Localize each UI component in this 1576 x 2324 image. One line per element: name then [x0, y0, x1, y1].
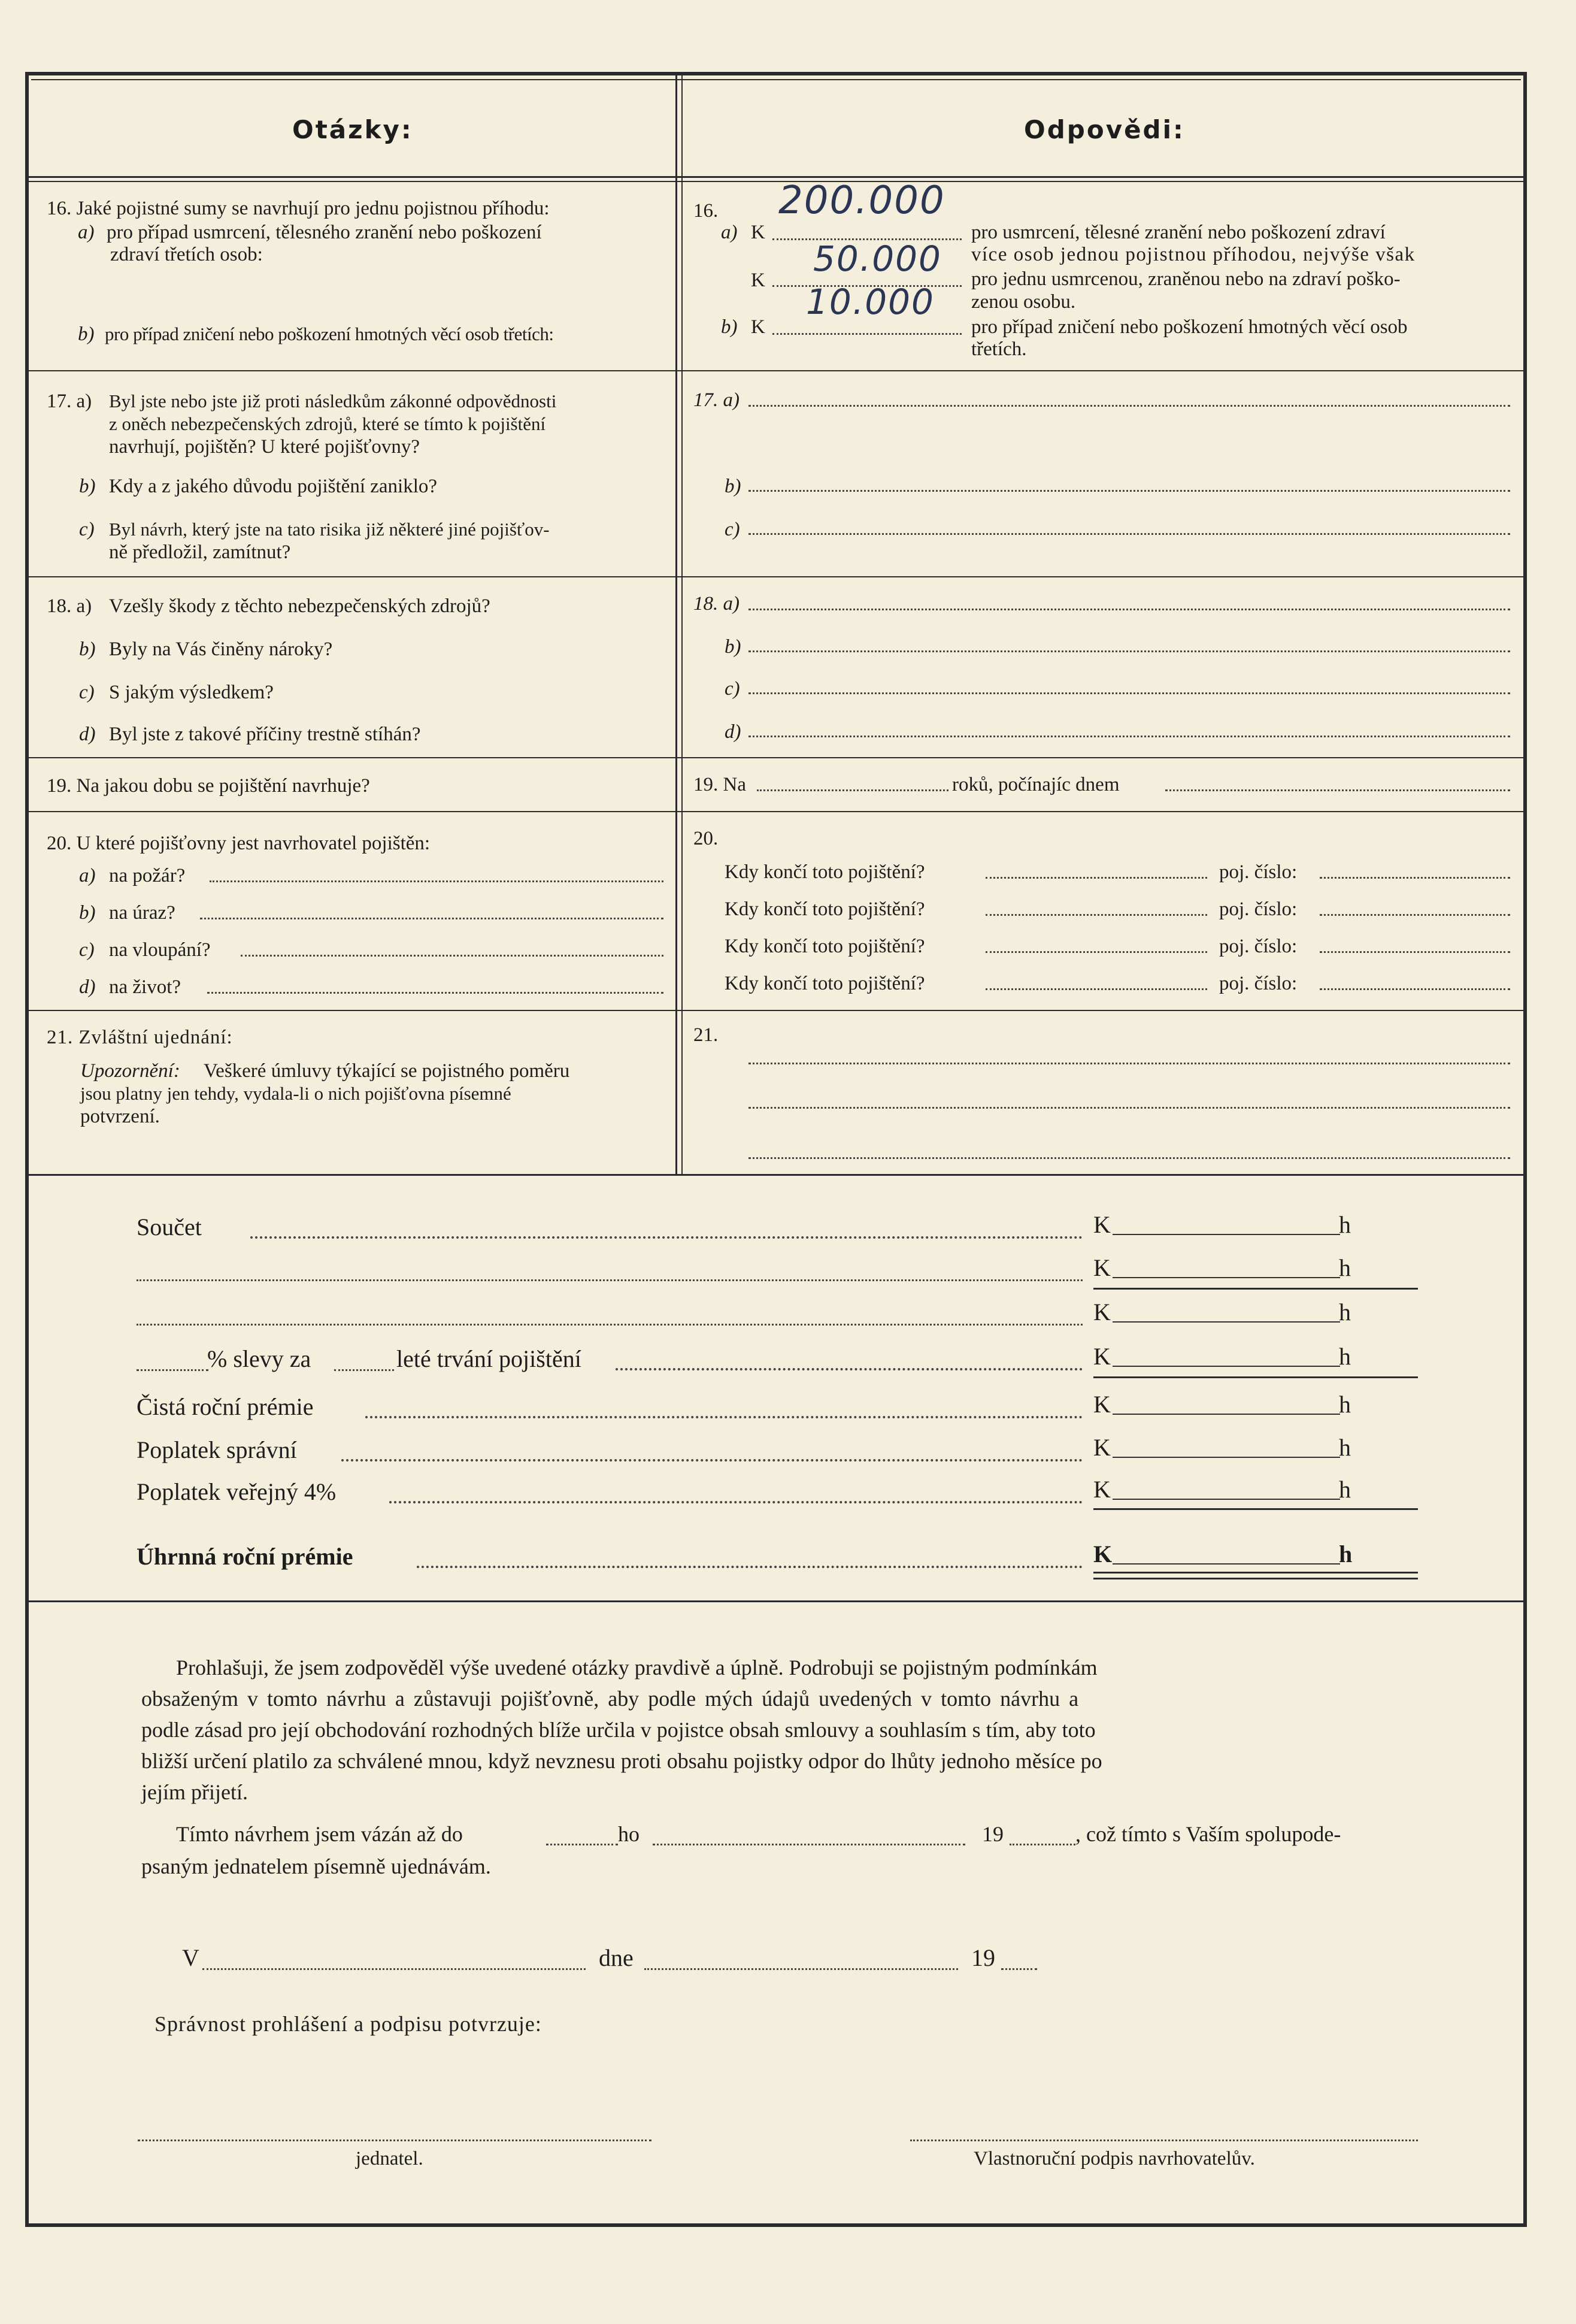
totals-total-premium-h: h: [1339, 1541, 1353, 1568]
q17-a-line-2: z oněch nebezpečenských zdrojů, které se tímto k pojištění: [109, 413, 546, 434]
q21-answer-field-2[interactable]: [748, 1107, 1510, 1109]
row-separator-19: [29, 811, 1523, 812]
row-separator-18: [29, 757, 1523, 758]
q17-c-marker: c): [79, 519, 95, 540]
totals-final-rule-2: [1093, 1578, 1418, 1579]
totals-discount-years-field[interactable]: [334, 1369, 394, 1371]
row-separator-20: [29, 1010, 1523, 1011]
q20-a-text: na požár?: [109, 865, 186, 886]
q20-answer-policy-4: poj. číslo:: [1219, 973, 1298, 994]
totals-row3-k: K: [1093, 1299, 1111, 1326]
q18-c-marker: c): [79, 682, 95, 703]
q16-answer-a-line-3: pro jednu usmrcenou, zraněnou nebo na zdraví poško-: [971, 268, 1401, 290]
totals-total-premium-k: K: [1093, 1541, 1113, 1568]
q20-answer-policy-field-2[interactable]: [1320, 914, 1510, 916]
q19-answer-suffix: roků, počínajíc dnem: [952, 774, 1120, 795]
q20-answer-when-field-2[interactable]: [986, 914, 1207, 916]
q20-answer-when-field-4[interactable]: [986, 988, 1207, 990]
q17-c-line-2: ně předložil, zamítnut?: [109, 541, 291, 563]
q20-answer-policy-field-4[interactable]: [1320, 988, 1510, 990]
q17-answer-c-label: c): [725, 519, 740, 540]
q17-answer-a-field[interactable]: [748, 405, 1510, 407]
totals-discount-h: h: [1339, 1343, 1351, 1370]
q20-answer-policy-1: poj. číslo:: [1219, 861, 1298, 883]
totals-sum-label: Součet: [137, 1214, 202, 1240]
totals-discount-percent-field[interactable]: [137, 1369, 208, 1371]
place-field[interactable]: [202, 1968, 586, 1970]
q18-answer-a-field[interactable]: [748, 609, 1510, 610]
totals-admin-fee-k-field[interactable]: [1113, 1457, 1340, 1458]
q18-answer-b-label: b): [725, 636, 741, 658]
q18-d-text: Byl jste z takové příčiny trestně stíhán?: [109, 724, 421, 745]
totals-public-fee-k-field[interactable]: [1113, 1499, 1340, 1500]
q21-note-label: Upozornění:: [80, 1060, 180, 1082]
confirmation-label: Správnost prohlášení a podpisu potvrzuje:: [154, 2012, 542, 2036]
q16-answer-a-line-1: pro usmrcení, tělesné zranění nebo poškození zdraví: [971, 222, 1386, 243]
applicant-signature-field[interactable]: [910, 2140, 1418, 2141]
q21-note-line-1: Veškeré úmluvy týkající se pojistného poměru: [204, 1060, 570, 1082]
totals-public-fee-label: Poplatek veřejný 4%: [137, 1478, 337, 1505]
q20-question: 20. U které pojišťovny jest navrhovatel pojištěn:: [47, 833, 431, 854]
q18-a-marker: 18. a): [47, 595, 92, 617]
q18-answer-d-label: d): [725, 721, 741, 743]
q21-answer-field-1[interactable]: [748, 1063, 1510, 1064]
frame-inner-top: [31, 79, 1521, 80]
totals-row2-k-field[interactable]: [1113, 1277, 1340, 1278]
q17-a-marker: 17. a): [47, 391, 92, 412]
q17-c-line-1: Byl návrh, který jste na tato risika již některé jiné pojišťov-: [109, 519, 550, 540]
totals-net-premium-k-field[interactable]: [1113, 1414, 1340, 1415]
q16-answer-b-line-1: pro případ zničení nebo poškození hmotných věcí osob: [971, 316, 1408, 338]
totals-net-premium-label: Čistá roční prémie: [137, 1393, 314, 1420]
totals-discount-k-field[interactable]: [1113, 1366, 1340, 1367]
q16-b-marker: b): [78, 323, 95, 345]
q16-answer-a-marker: a): [721, 222, 738, 243]
declaration-line-5: jejím přijetí.: [141, 1780, 248, 1804]
totals-total-premium-k-field[interactable]: [1113, 1563, 1340, 1565]
q17-a-line-1: Byl jste nebo jste již proti následkům zákonné odpovědnosti: [109, 391, 557, 411]
totals-public-fee-leader: [389, 1501, 1083, 1503]
q17-b-text: Kdy a z jakého důvodu pojištění zaniklo?: [109, 476, 438, 497]
q16-answer-number: 16.: [693, 200, 719, 222]
totals-admin-fee-label: Poplatek správní: [137, 1436, 297, 1463]
q20-d-text: na život?: [109, 976, 181, 998]
q21-answer-number: 21.: [693, 1024, 719, 1046]
q17-answer-b-field[interactable]: [748, 490, 1510, 492]
q19-answer-prefix: 19. Na: [693, 774, 746, 795]
q20-a-marker: a): [79, 865, 96, 886]
totals-total-premium-leader: [417, 1566, 1083, 1568]
q20-c-field[interactable]: [241, 955, 663, 957]
header-rule: [29, 176, 1523, 178]
q17-answer-c-field[interactable]: [748, 533, 1510, 535]
q16-a-marker: a): [78, 222, 95, 243]
totals-total-premium-label: Úhrnná roční prémie: [137, 1543, 353, 1570]
q16-currency-2: K: [751, 270, 765, 291]
q16-handwritten-amount-3: 10.000: [806, 282, 935, 322]
q17-answer-a-label: 17. a): [693, 389, 739, 411]
q16-a-text-1: pro případ usmrcení, tělesného zranění nebo poškození: [107, 222, 542, 243]
q20-d-marker: d): [79, 976, 96, 998]
totals-discount-k: K: [1093, 1343, 1111, 1370]
date-year-field[interactable]: [1001, 1968, 1037, 1970]
totals-discount-leader: [616, 1368, 1083, 1370]
q19-start-date-field[interactable]: [1165, 789, 1510, 791]
q16-handwritten-amount-2: 50.000: [813, 238, 942, 279]
totals-sum-h: h: [1339, 1211, 1351, 1238]
q20-answer-when-2: Kdy končí toto pojištění?: [725, 898, 925, 920]
row-separator-16: [29, 370, 1523, 371]
q19-question: 19. Na jakou dobu se pojištění navrhuje?: [47, 775, 370, 797]
q18-a-text: Vzešly škody z těchto nebezpečenských zdrojů?: [109, 595, 490, 617]
q20-answer-when-3: Kdy končí toto pojištění?: [725, 936, 925, 957]
q17-b-marker: b): [79, 476, 96, 497]
section-separator-declaration: [29, 1600, 1523, 1602]
totals-public-fee-k: K: [1093, 1476, 1111, 1503]
binding-day-field[interactable]: [546, 1844, 618, 1845]
q20-b-text: na úraz?: [109, 902, 175, 924]
q17-answer-b-label: b): [725, 476, 741, 497]
totals-row2-h: h: [1339, 1254, 1351, 1281]
place-label: V: [182, 1944, 199, 1971]
q18-c-text: S jakým výsledkem?: [109, 682, 274, 703]
q18-b-text: Byly na Vás činěny nároky?: [109, 639, 333, 660]
q19-years-field[interactable]: [757, 789, 948, 791]
q18-answer-c-label: c): [725, 678, 740, 700]
q16-question: 16. Jaké pojistné sumy se navrhují pro jednu pojistnou příhodu:: [47, 198, 550, 219]
date-label: dne: [599, 1944, 634, 1971]
totals-admin-fee-h: h: [1339, 1434, 1351, 1461]
answers-header: Odpovědi:: [1024, 115, 1185, 144]
totals-row3-h: h: [1339, 1299, 1351, 1326]
binding-line-2: psaným jednatelem písemně ujednávám.: [141, 1854, 491, 1878]
section-separator-totals: [29, 1174, 1523, 1176]
totals-final-rule-1: [1093, 1572, 1418, 1573]
q16-handwritten-amount-1: 200.000: [778, 178, 945, 223]
totals-net-premium-k: K: [1093, 1391, 1111, 1418]
q20-d-field[interactable]: [207, 992, 663, 994]
questions-header: Otázky:: [292, 115, 413, 144]
q20-answer-when-field-1[interactable]: [986, 877, 1207, 879]
q16-answer-a-line-2: více osob jednou pojistnou příhodou, nejvýše však: [971, 244, 1416, 265]
totals-row2-k: K: [1093, 1254, 1111, 1281]
totals-sum-k-field[interactable]: [1113, 1234, 1340, 1235]
q17-a-line-3: navrhují, pojištěn? U které pojišťovny?: [109, 436, 420, 458]
totals-row2-leader: [137, 1279, 1083, 1281]
q20-answer-policy-field-1[interactable]: [1320, 877, 1510, 879]
totals-sum-k: K: [1093, 1211, 1111, 1238]
date-field[interactable]: [644, 1968, 958, 1970]
q20-answer-policy-2: poj. číslo:: [1219, 898, 1298, 920]
binding-month-field[interactable]: [653, 1844, 965, 1845]
totals-subtotal-rule-3: [1093, 1508, 1418, 1510]
q16-b-text: pro případ zničení nebo poškození hmotných věcí osob třetích:: [105, 323, 554, 344]
totals-public-fee-h: h: [1339, 1476, 1351, 1503]
totals-net-premium-h: h: [1339, 1391, 1351, 1418]
q16-answer-a-line-4: zenou osobu.: [971, 291, 1076, 313]
binding-year-prefix: 19: [982, 1822, 1004, 1846]
declaration-line-1: Prohlašuji, že jsem zodpověděl výše uvedené otázky pravdivě a úplně. Podrobuji se pojistným podmínkám: [176, 1656, 1098, 1680]
q18-b-marker: b): [79, 639, 96, 660]
totals-subtotal-rule-1: [1093, 1288, 1418, 1290]
q18-answer-c-field[interactable]: [748, 692, 1510, 694]
agent-signature-label: jednatel.: [356, 2148, 423, 2169]
q20-b-field[interactable]: [200, 918, 663, 919]
totals-admin-fee-leader: [341, 1459, 1083, 1461]
q21-question: 21. Zvláštní ujednání:: [47, 1027, 233, 1048]
q16-a-text-2: zdraví třetích osob:: [110, 244, 263, 265]
binding-month-suffix: ho: [618, 1822, 640, 1846]
totals-discount-label-2: leté trvání pojištění: [396, 1345, 581, 1372]
q18-answer-d-field[interactable]: [748, 736, 1510, 737]
q21-answer-field-3[interactable]: [748, 1157, 1510, 1159]
q20-c-text: na vloupání?: [109, 939, 211, 961]
declaration-line-3: podle zásad pro její obchodování rozhodných blíže určila v pojistce obsah smlouvy a souhlasím s tím, aby toto: [141, 1718, 1096, 1742]
header-rule-2: [29, 181, 1523, 182]
q20-a-field[interactable]: [210, 880, 663, 882]
q20-answer-policy-field-3[interactable]: [1320, 951, 1510, 953]
q20-answer-number: 20.: [693, 828, 719, 849]
totals-row3-k-field[interactable]: [1113, 1321, 1340, 1323]
declaration-line-2: obsaženým v tomto návrhu a zůstavuji pojišťovně, aby podle mých údajů uvedených v tomto návrhu a: [141, 1687, 1079, 1711]
q16-answer-b-line-2: třetích.: [971, 338, 1027, 360]
totals-subtotal-rule-2: [1093, 1376, 1418, 1378]
q21-note-line-3: potvrzení.: [80, 1106, 160, 1127]
q20-answer-when-4: Kdy končí toto pojištění?: [725, 973, 925, 994]
q16-amount-field-3[interactable]: [772, 333, 962, 335]
totals-sum-leader: [250, 1236, 1083, 1239]
q16-answer-b-marker: b): [721, 316, 738, 338]
totals-row3-leader: [137, 1324, 1083, 1326]
totals-discount-label-1: % slevy za: [207, 1345, 311, 1372]
q20-b-marker: b): [79, 902, 96, 924]
q18-answer-b-field[interactable]: [748, 650, 1510, 652]
applicant-signature-label: Vlastnoruční podpis navrhovatelův.: [974, 2148, 1255, 2169]
row-separator-17: [29, 576, 1523, 577]
q20-c-marker: c): [79, 939, 95, 961]
q18-answer-a-label: 18. a): [693, 593, 739, 615]
q20-answer-policy-3: poj. číslo:: [1219, 936, 1298, 957]
declaration-line-4: bližší určení platilo za schválené mnou, když nevznesu proti obsahu pojistky odpor do lhůty jednoho měsíce po: [141, 1749, 1102, 1773]
q16-currency-1: K: [751, 222, 765, 243]
binding-text-end: , což tímto s Vaším spolupode-: [1075, 1822, 1341, 1846]
date-year-prefix: 19: [971, 1944, 995, 1971]
binding-year-field[interactable]: [1010, 1844, 1075, 1845]
q16-currency-3: K: [751, 316, 765, 338]
agent-signature-field[interactable]: [138, 2140, 651, 2141]
q20-answer-when-1: Kdy končí toto pojištění?: [725, 861, 925, 883]
totals-admin-fee-k: K: [1093, 1434, 1111, 1461]
q21-note-line-2: jsou platny jen tehdy, vydala-li o nich pojišťovna písemné: [80, 1083, 511, 1104]
totals-net-premium-leader: [365, 1416, 1083, 1418]
q20-answer-when-field-3[interactable]: [986, 951, 1207, 953]
q18-d-marker: d): [79, 724, 96, 745]
binding-until-label: Tímto návrhem jsem vázán až do: [176, 1822, 463, 1846]
